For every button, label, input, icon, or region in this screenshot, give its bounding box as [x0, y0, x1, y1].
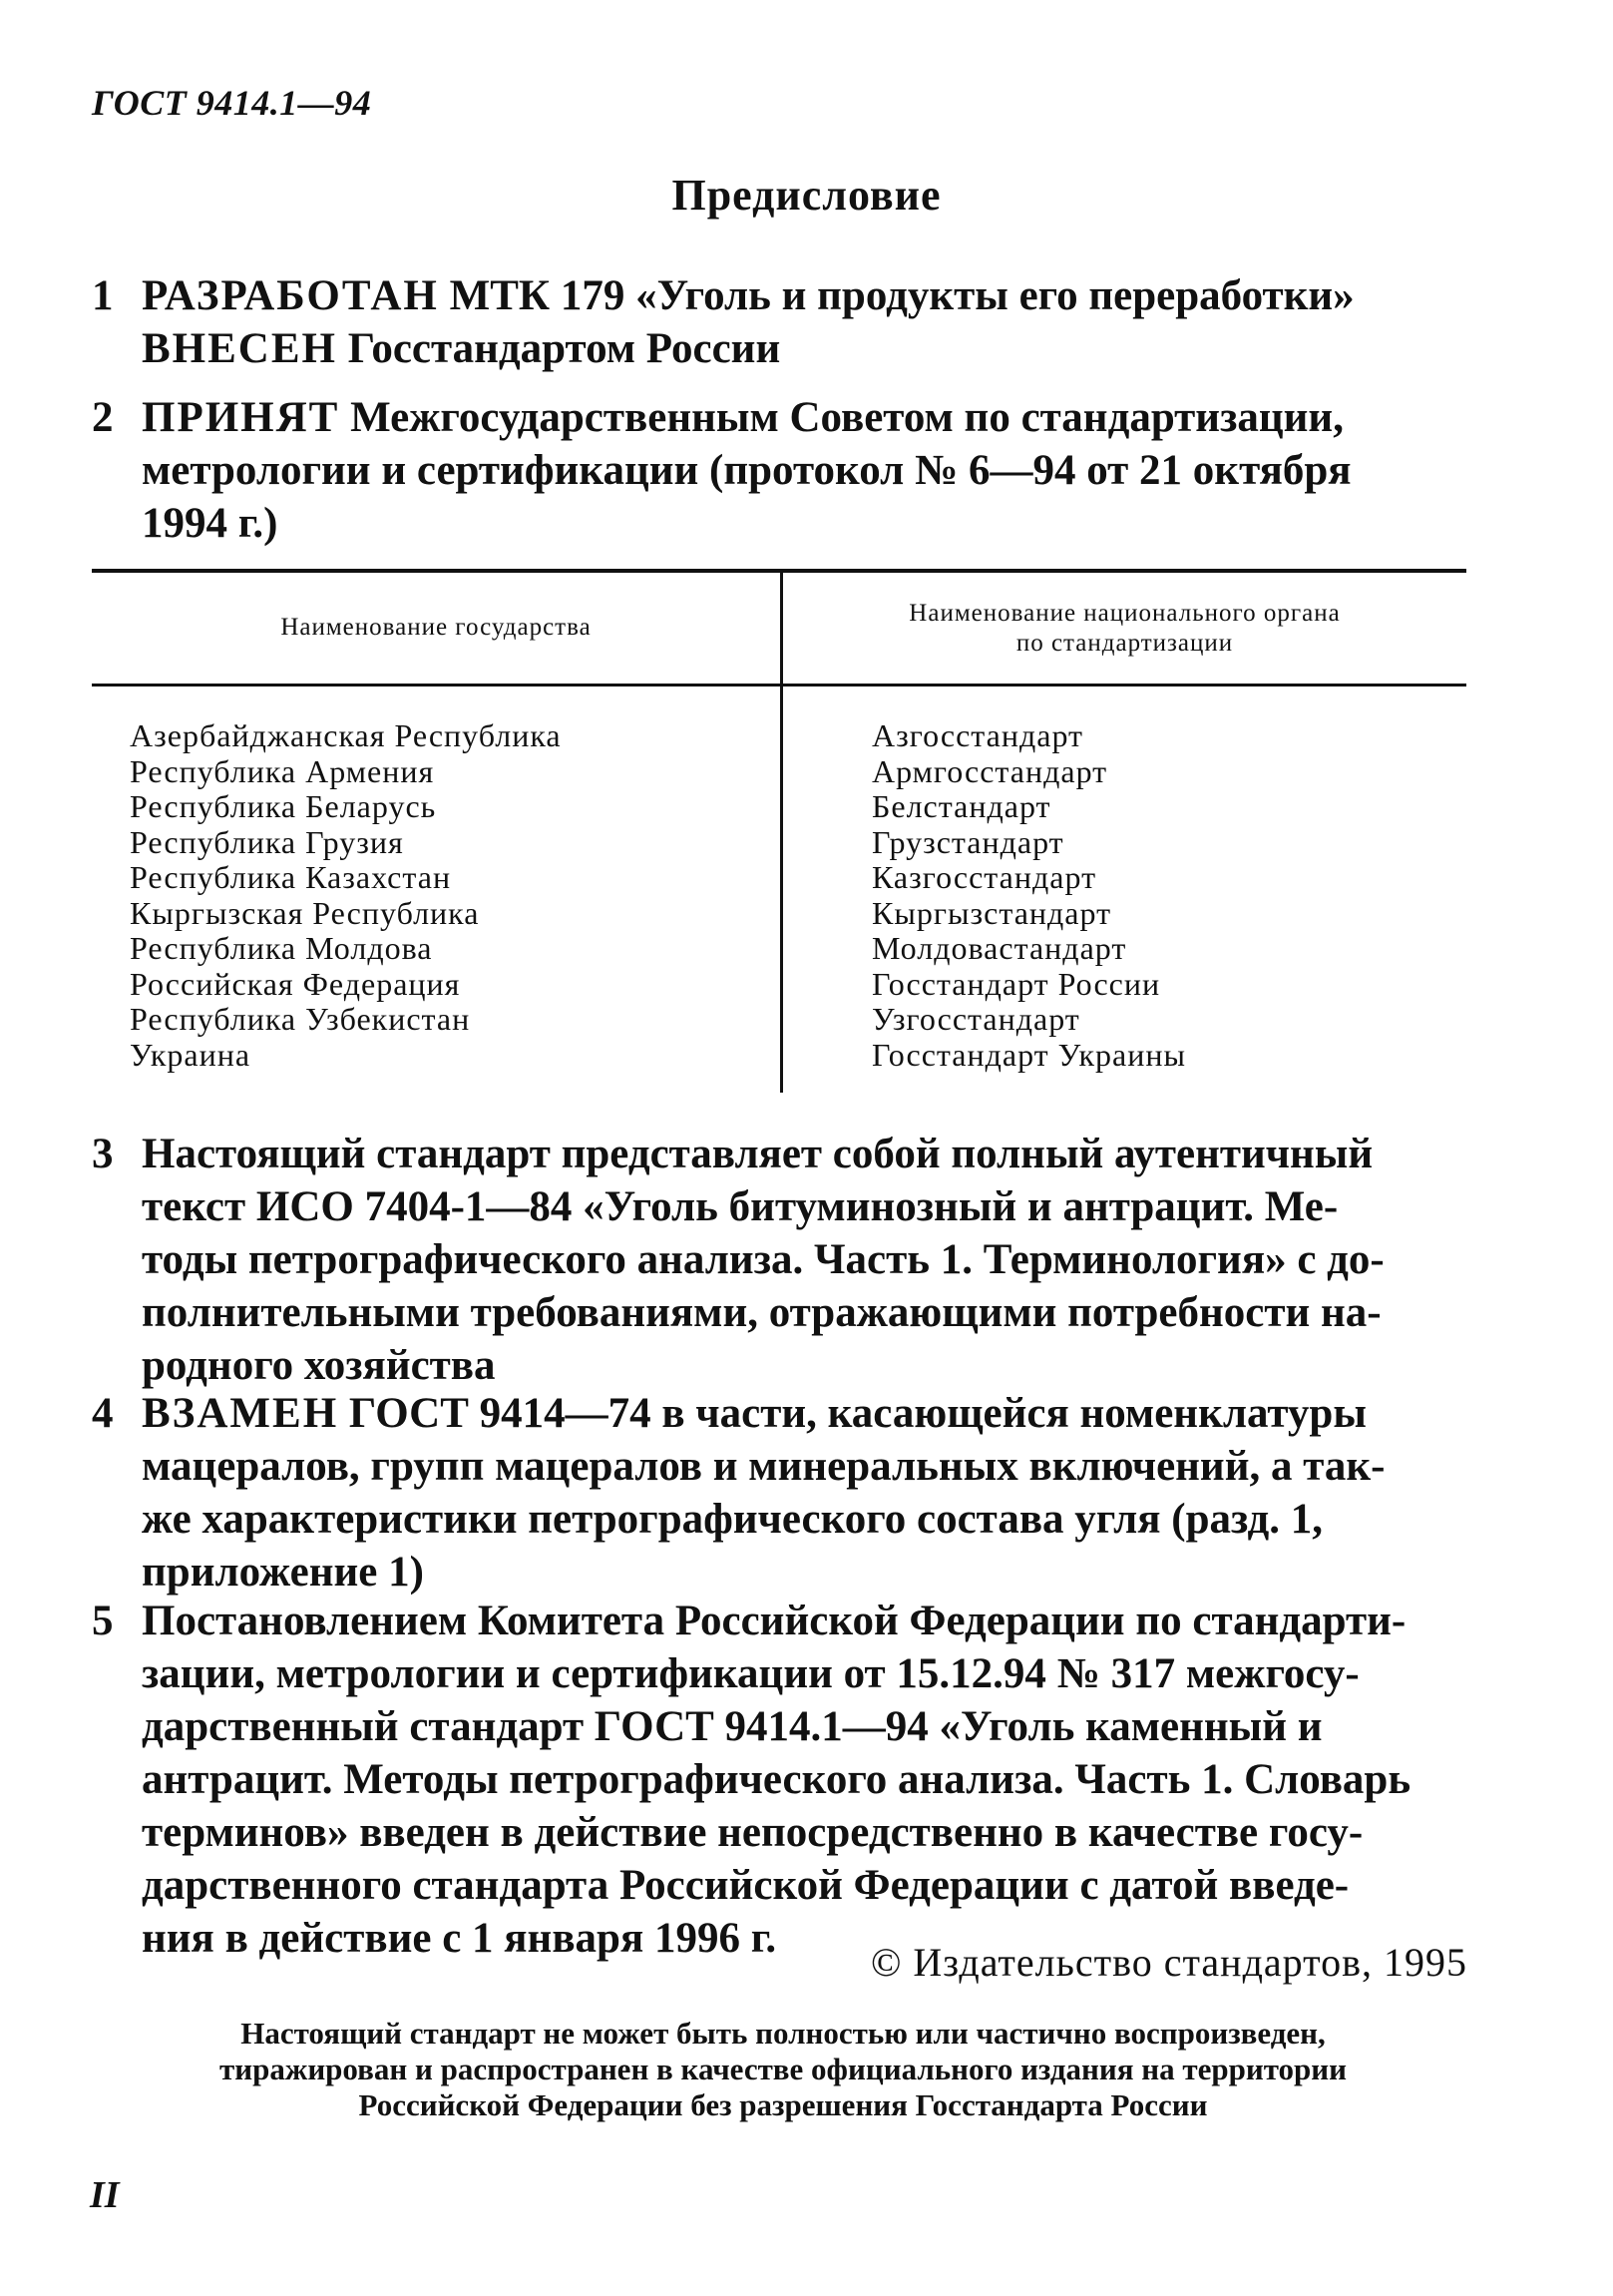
item-line: метрологии и сертификации (протокол № 6—94 от 21 октября — [142, 447, 1352, 494]
item-keyword: РАЗРАБОТАН — [142, 272, 439, 319]
item-line: дарственный стандарт ГОСТ 9414.1—94 «Уголь каменный и — [142, 1703, 1323, 1750]
item-line — [142, 322, 1466, 375]
foreword-item-3 — [92, 1128, 1466, 1392]
table-cell-state: Украина — [130, 1036, 251, 1073]
item-number: 1 — [92, 272, 114, 319]
table-cell-state: Российская Федерация — [130, 965, 461, 1002]
item-line — [142, 1387, 1466, 1440]
item-line: родного хозяйства — [142, 1342, 496, 1389]
table-cell-body: Узгосстандарт — [872, 1001, 1080, 1037]
table-cell-body: Грузстандарт — [872, 823, 1064, 860]
table-cell-state: Кыргызская Республика — [130, 894, 480, 931]
item-text: Госстандартом России — [337, 325, 781, 372]
table-cell-body: Армгосстандарт — [872, 752, 1108, 789]
notice-line: тиражирован и распространен в качестве официального издания на территории — [219, 2052, 1347, 2086]
table-column-states — [130, 718, 562, 1073]
item-text: МТК 179 «Уголь и продукты его переработки» — [438, 272, 1355, 319]
table-column-bodies — [872, 718, 1186, 1073]
item-number: 5 — [92, 1598, 114, 1644]
item-line: зации, метрологии и сертификации от 15.12.94 № 317 межгосу- — [142, 1650, 1360, 1697]
table-cell-state: Республика Узбекистан — [130, 1001, 471, 1037]
item-line: Постановлением Комитета Российской Федерации по стандарти- — [142, 1598, 1407, 1644]
table-header-body-line: по стандартизации — [1015, 630, 1234, 657]
item-line: Настоящий стандарт представляет собой полный аутентичный — [142, 1131, 1374, 1177]
table-cell-body: Казгосстандарт — [872, 859, 1097, 895]
item-line: терминов» введен в действие непосредственно в качестве госу- — [142, 1809, 1364, 1856]
item-keyword: ВНЕСЕН — [142, 325, 337, 372]
item-line: антрацит. Методы петрографического анализа. Часть 1. Словарь — [142, 1756, 1411, 1803]
table-cell-body: Молдовастандарт — [872, 930, 1127, 966]
item-text: ГОСТ 9414—74 в части, касающейся номенклатуры — [338, 1390, 1367, 1437]
item-keyword: ПРИНЯТ — [142, 394, 340, 441]
table-header-body-line: Наименование национального органа — [909, 600, 1341, 627]
notice-line: Настоящий стандарт не может быть полностью или частично воспроизведен, — [240, 2016, 1326, 2051]
table-cell-body: Кыргызстандарт — [872, 894, 1112, 931]
item-line: 1994 г.) — [142, 500, 278, 547]
table-header-body — [783, 599, 1466, 659]
item-line: мацералов, групп мацералов и минеральных включений, а так- — [142, 1443, 1386, 1490]
table-cell-body: Госстандарт Украины — [872, 1036, 1186, 1073]
item-line: тоды петрографического анализа. Часть 1. Терминология» с до- — [142, 1236, 1385, 1283]
item-line — [142, 391, 1466, 444]
reproduction-notice — [100, 2016, 1466, 2123]
table-cell-body: Белстандарт — [872, 788, 1051, 824]
notice-line: Российской Федерации без разрешения Госстандарта России — [358, 2087, 1208, 2122]
item-line — [142, 269, 1466, 322]
foreword-item-2 — [92, 391, 1466, 550]
item-keyword: ВЗАМЕН — [142, 1390, 339, 1437]
table-top-rule — [92, 569, 1466, 573]
copyright-line: © Издательство стандартов, 1995 — [870, 1940, 1467, 1985]
page-number: II — [90, 2174, 120, 2216]
document-code: ГОСТ 9414.1—94 — [92, 83, 372, 123]
table-cell-state: Республика Грузия — [130, 823, 404, 860]
item-line: приложение 1) — [142, 1549, 424, 1596]
item-number: 2 — [92, 394, 114, 441]
item-line: ния в действие с 1 января 1996 г. — [142, 1915, 777, 1962]
member-states-table — [92, 569, 1466, 1093]
page-title: Предисловие — [671, 171, 942, 220]
table-cell-state: Республика Беларусь — [130, 788, 437, 824]
item-line: дарственного стандарта Российской Федерации с датой введе- — [142, 1862, 1350, 1909]
table-header-rule — [92, 684, 1466, 687]
table-cell-state: Республика Казахстан — [130, 859, 452, 895]
table-header-state: Наименование государства — [280, 614, 592, 641]
table-cell-state: Республика Армения — [130, 752, 435, 789]
item-line: полнительными требованиями, отражающими потребности на- — [142, 1289, 1382, 1336]
foreword-item-5 — [92, 1595, 1466, 1965]
item-number: 4 — [92, 1390, 114, 1437]
item-text: Межгосударственным Советом по стандартизации, — [339, 394, 1344, 441]
table-cell-state: Азербайджанская Республика — [130, 717, 562, 753]
table-cell-body: Азгосстандарт — [872, 717, 1084, 753]
table-cell-state: Республика Молдова — [130, 930, 433, 966]
table-cell-body: Госстандарт России — [872, 965, 1161, 1002]
foreword-item-4 — [92, 1387, 1466, 1599]
foreword-item-1 — [92, 269, 1466, 375]
item-line: текст ИСО 7404-1—84 «Уголь битуминозный и антрацит. Ме- — [142, 1183, 1339, 1230]
item-line: же характеристики петрографического состава угля (разд. 1, — [142, 1496, 1324, 1543]
item-number: 3 — [92, 1131, 114, 1177]
